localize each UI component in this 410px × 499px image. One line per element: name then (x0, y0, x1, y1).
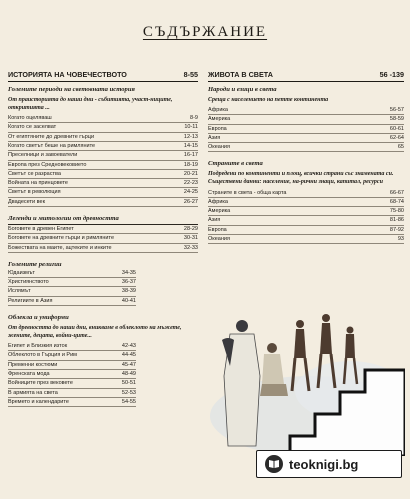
toc-row[interactable]: Америка 58-59 (208, 115, 404, 124)
toc-row[interactable]: В армията на света 52-53 (8, 389, 136, 398)
toc-row[interactable]: Боговете на древните гърци и римляните 30-31 (8, 234, 198, 243)
toc-list (8, 114, 198, 207)
toc-row[interactable]: Светът се разраства 20-21 (8, 170, 198, 179)
toc-list (208, 189, 404, 245)
toc-row[interactable]: Европа 60-61 (208, 125, 404, 134)
page-title: СЪДЪРЖАНИЕ (142, 24, 268, 40)
toc-row[interactable]: Божествата на маите, ацтеките и инките 32-33 (8, 244, 198, 253)
toc-row[interactable]: Пременни костюми 45-47 (8, 361, 136, 370)
toc-list (208, 106, 404, 152)
toc-row[interactable]: Френската мода 48-49 (8, 370, 136, 379)
subsection-intro: От праисторията до наши дни - събитията, участ-ниците, откритията ... (8, 96, 173, 111)
section-heading-life: ЖИВОТА В СВЕТА 56 -139 (208, 70, 404, 82)
subsection-title: Облекла и униформи (8, 313, 69, 321)
subsection-intro: От древността до наши дни, вникваме в облеклото на мъжете, жените, децата, войни-ците... (8, 324, 182, 339)
toc-list (8, 342, 198, 407)
toc-list (8, 269, 198, 306)
toc-row[interactable]: Юдаизмът 34-35 (8, 269, 136, 278)
left-column (8, 70, 198, 407)
subsection-title: Легенди и митологии от древността (8, 215, 198, 225)
toc-row[interactable]: Азия 81-86 (208, 216, 404, 225)
toc-row[interactable]: Когато се заселват 10-11 (8, 123, 198, 132)
subsection-intro: Среща с населението на петте континента (208, 96, 329, 103)
subsection-title: Големите религии (8, 260, 62, 268)
toc-row[interactable]: Когато светът беше на римляните 14-15 (8, 142, 198, 151)
toc-row[interactable]: Ислямът 38-39 (8, 287, 136, 296)
toc-row[interactable]: От египтяните до древните гърци 12-13 (8, 133, 198, 142)
subsection-title: Големите периоди на световната история (8, 86, 135, 93)
toc-row[interactable]: Когато оцеляваш 8-9 (8, 114, 198, 123)
subsection-title: Народи и езици в света (208, 86, 277, 93)
toc-row[interactable]: Облеклото в Гърция и Рим 44-45 (8, 351, 136, 360)
toc-row[interactable]: Африка 68-74 (208, 198, 404, 207)
toc-row[interactable]: Преселници и завоеватели 16-17 (8, 151, 198, 160)
toc-row[interactable]: Египет и Близкия изток 42-43 (8, 342, 136, 351)
toc-row[interactable]: Войниците през вековете 50-51 (8, 379, 136, 388)
people-illustration (200, 296, 405, 456)
toc-row[interactable]: Боговете в древен Египет 28-29 (8, 225, 198, 234)
right-column (208, 70, 404, 244)
watermark-badge (256, 450, 402, 478)
toc-list (8, 225, 198, 253)
toc-row[interactable]: Светът в революция 24-25 (8, 188, 198, 197)
toc-row[interactable]: Океания 65 (208, 143, 404, 152)
toc-row[interactable]: Африка 56-57 (208, 106, 404, 115)
subsection-intro: Подредени по континенти и площ, всички страни със знамената си. Съществени данни: население, на-рични знаци, капитал, ресурси (208, 171, 394, 186)
toc-row[interactable]: Азия 62-64 (208, 134, 404, 143)
toc-row[interactable]: Войната на принцовете 22-23 (8, 179, 198, 188)
toc-row[interactable]: Религиите в Азия 40-41 (8, 297, 136, 306)
toc-row[interactable]: Страните в света - обща карта 66-67 (208, 189, 404, 198)
watermark-text: teoknigi.bg (289, 456, 359, 472)
toc-row[interactable]: Времето и календарите 54-55 (8, 398, 136, 407)
toc-row[interactable]: Европа 87-92 (208, 226, 404, 235)
toc-row[interactable]: Европа през Средновековието 18-19 (8, 161, 198, 170)
book-icon (265, 455, 283, 473)
subsection-title: Страните в света (208, 160, 263, 168)
toc-row[interactable]: Двадесети век 26-27 (8, 198, 198, 207)
section-heading-history: ИСТОРИЯТА НА ЧОВЕЧЕСТВОТО 8-55 (8, 70, 198, 82)
toc-row[interactable]: Океания 93 (208, 235, 404, 244)
toc-row[interactable]: Америка 75-80 (208, 207, 404, 216)
toc-row[interactable]: Християнството 36-37 (8, 278, 136, 287)
